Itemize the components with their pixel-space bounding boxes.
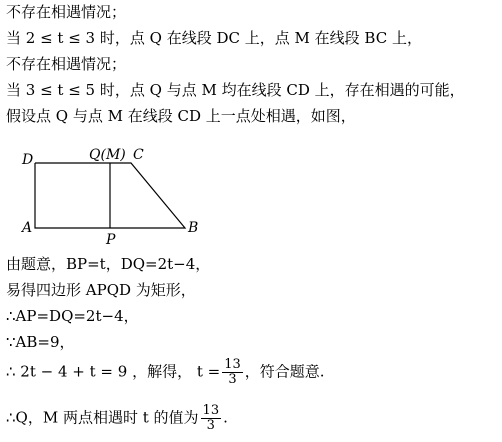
equation-text: ∴ 2t − 4 + t = 9 ，解得， t = bbox=[6, 362, 221, 381]
text-line-9: ∵AB=9， bbox=[6, 333, 75, 351]
answer-fraction: $\frac{13}{3}$ bbox=[202, 403, 220, 433]
label-a: A bbox=[22, 220, 33, 236]
label-qm: Q(M) bbox=[89, 147, 126, 163]
label-p: P bbox=[106, 232, 116, 248]
text-line-3: 不存在相遇情况； bbox=[6, 55, 127, 73]
label-b: B bbox=[188, 220, 199, 236]
text-line-10 bbox=[6, 358, 325, 387]
text-line-1: 不存在相遇情况； bbox=[6, 3, 127, 21]
text-line-2: 当 2 ≤ t ≤ 3 时，点 Q 在线段 DC 上，点 M 在线段 BC 上， bbox=[6, 29, 422, 47]
conclusion-text: ∴Q，M 两点相遇时 t 的值为 bbox=[6, 408, 199, 427]
text-line-8: ∴AP=DQ=2t−4， bbox=[6, 307, 139, 325]
conclusion-tail: . bbox=[223, 408, 228, 427]
fraction-13-over-3: $\frac{13}{3}$ bbox=[224, 357, 241, 387]
label-d: D bbox=[22, 152, 34, 168]
equation-tail: ，符合题意. bbox=[244, 362, 325, 381]
text-line-6: 由题意，BP=t，DQ=2t−4， bbox=[6, 255, 211, 273]
text-line-11 bbox=[6, 404, 228, 433]
text-line-5: 假设点 Q 与点 M 在线段 CD 上一点处相遇，如图， bbox=[6, 107, 356, 125]
text-line-7: 易得四边形 APQD 为矩形， bbox=[6, 281, 196, 299]
text-line-4: 当 3 ≤ t ≤ 5 时，点 Q 与点 M 均在线段 CD 上，存在相遇的可能， bbox=[6, 81, 465, 99]
label-c: C bbox=[133, 147, 144, 163]
